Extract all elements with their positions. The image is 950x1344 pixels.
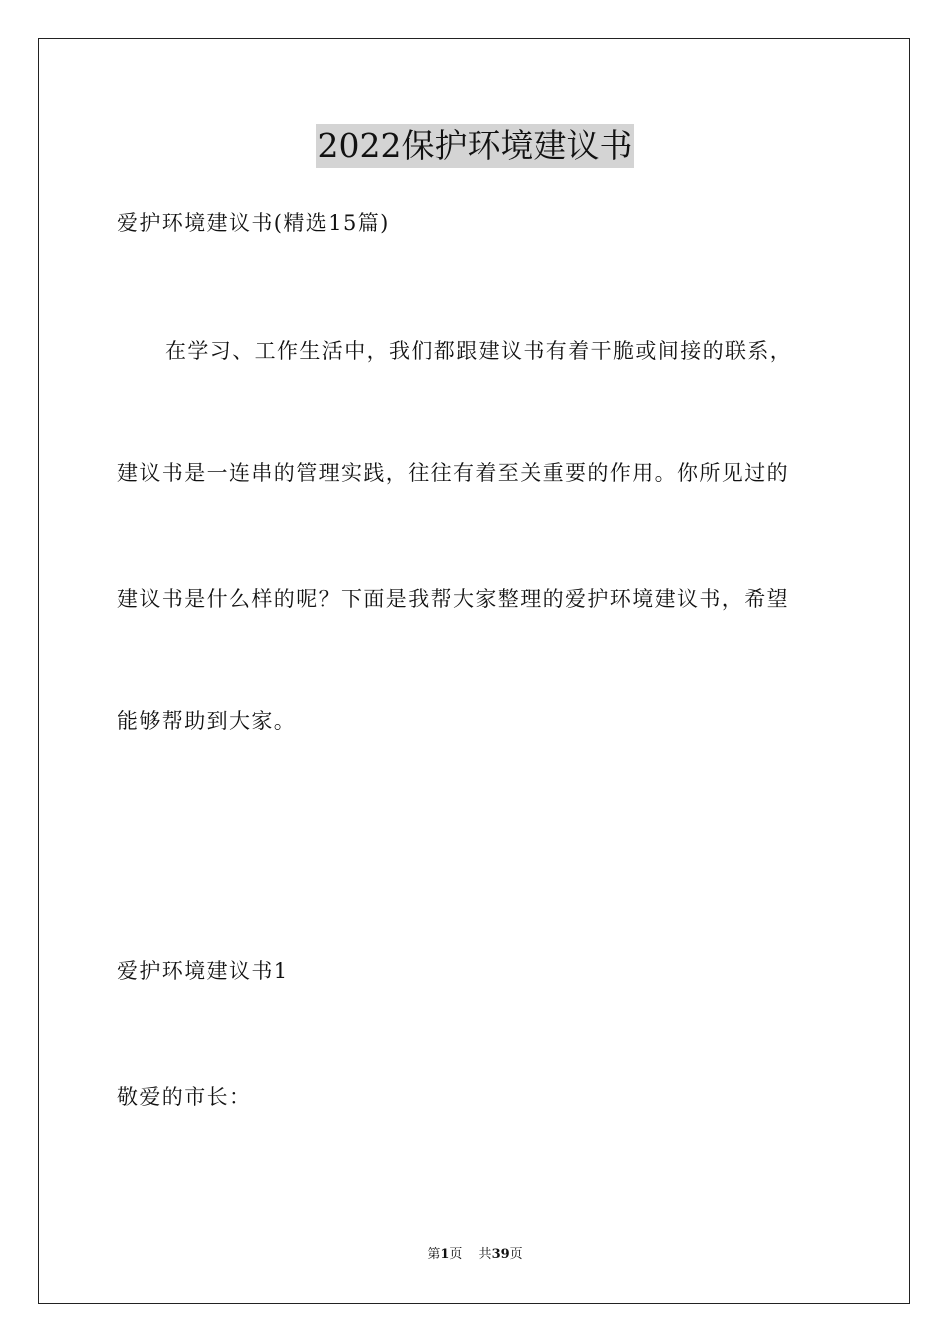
page-number: 1: [440, 1247, 450, 1262]
title-container: [0, 124, 950, 168]
paragraph-line-1: 在学习、工作生活中，我们都跟建议书有着干脆或间接的联系，: [165, 339, 793, 363]
document-title: 2022保护环境建议书: [316, 124, 635, 168]
total-prefix: 共: [478, 1247, 492, 1262]
document-subtitle: 爱护环境建议书(精选15篇): [117, 211, 390, 235]
paragraph-line-4: 能够帮助到大家。: [117, 709, 297, 733]
total-pages: 39: [491, 1247, 510, 1262]
total-suffix: 页: [509, 1247, 523, 1262]
page-prefix: 第: [427, 1247, 441, 1262]
page-footer: [0, 1246, 950, 1264]
page-indicator: [427, 1247, 462, 1262]
page-suffix: 页: [449, 1247, 463, 1262]
paragraph-line-3: 建议书是什么样的呢？下面是我帮大家整理的爱护环境建议书，希望: [117, 587, 789, 611]
section-heading: 爱护环境建议书1: [117, 959, 289, 983]
paragraph-line-2: 建议书是一连串的管理实践，往往有着至关重要的作用。你所见过的: [117, 461, 789, 485]
salutation: 敬爱的市长：: [117, 1085, 252, 1109]
total-pages-indicator: [479, 1247, 523, 1262]
